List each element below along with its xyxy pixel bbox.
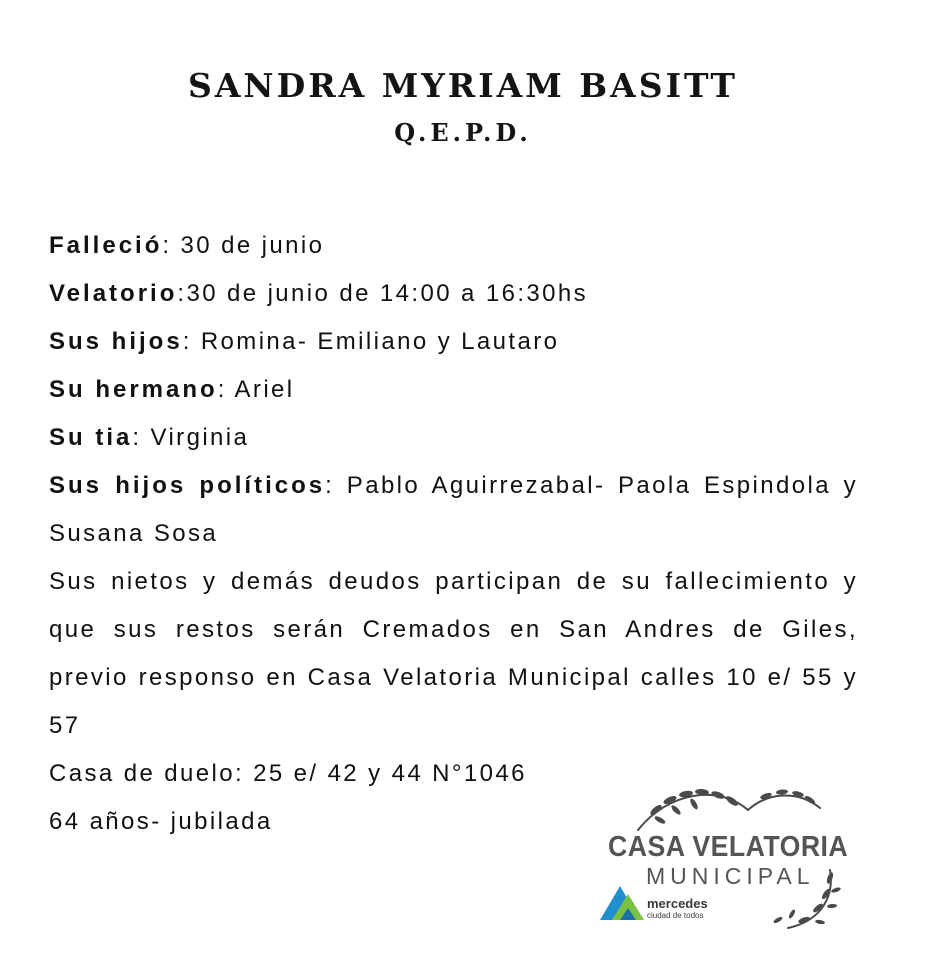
deceased-name: SANDRA MYRIAM BASITT [187,66,738,105]
fallecio-label: Falleció [49,232,163,259]
brand-name: mercedes [647,896,708,911]
detail-casa-duelo: Casa de duelo: 25 e/ 42 y 44 N°1046 [49,760,527,787]
qepd-subtitle: Q.E.P.D. [394,118,532,147]
detail-hermano [49,366,858,414]
logo-title: CASA VELATORIA [608,831,849,863]
casa-velatoria-logo [598,786,860,932]
velatorio-label: Velatorio [49,280,178,307]
hijos-politicos-value: : Pablo Aguirrezabal- Paola Espindola y Susana Sosa [49,472,858,547]
brand-tagline: ciudad de todos [647,911,704,920]
logo-subtitle: MUNICIPAL [646,863,815,889]
hijos-value: : Romina- Emiliano y Lautaro [182,328,560,355]
velatorio-value: :30 de junio de 14:00 a 16:30hs [177,280,589,307]
fallecio-value: : 30 de junio [162,232,325,259]
tia-value: : Virginia [132,424,250,451]
obituary-header [0,62,926,152]
hermano-label: Su hermano [49,376,218,403]
tia-label: Su tia [49,424,133,451]
detail-hijos [49,318,858,366]
obituary-details [49,222,858,846]
detail-edad: 64 años- jubilada [49,808,273,835]
detail-nietos-paragraph: Sus nietos y demás deudos participan de su fallecimiento y que sus restos serán Cremados en San Andres de Giles, previo responso en Casa Velatoria Municipal calles 10 e/ 55 y 57 [49,568,858,739]
detail-fallecio [49,222,858,270]
detail-velatorio [49,270,858,318]
detail-hijos-politicos [49,462,858,558]
hijos-politicos-label: Sus hijos políticos [49,472,326,499]
hijos-label: Sus hijos [49,328,183,355]
hermano-value: : Ariel [217,376,295,403]
mercedes-brand-icon [600,886,644,920]
detail-tia [49,414,858,462]
